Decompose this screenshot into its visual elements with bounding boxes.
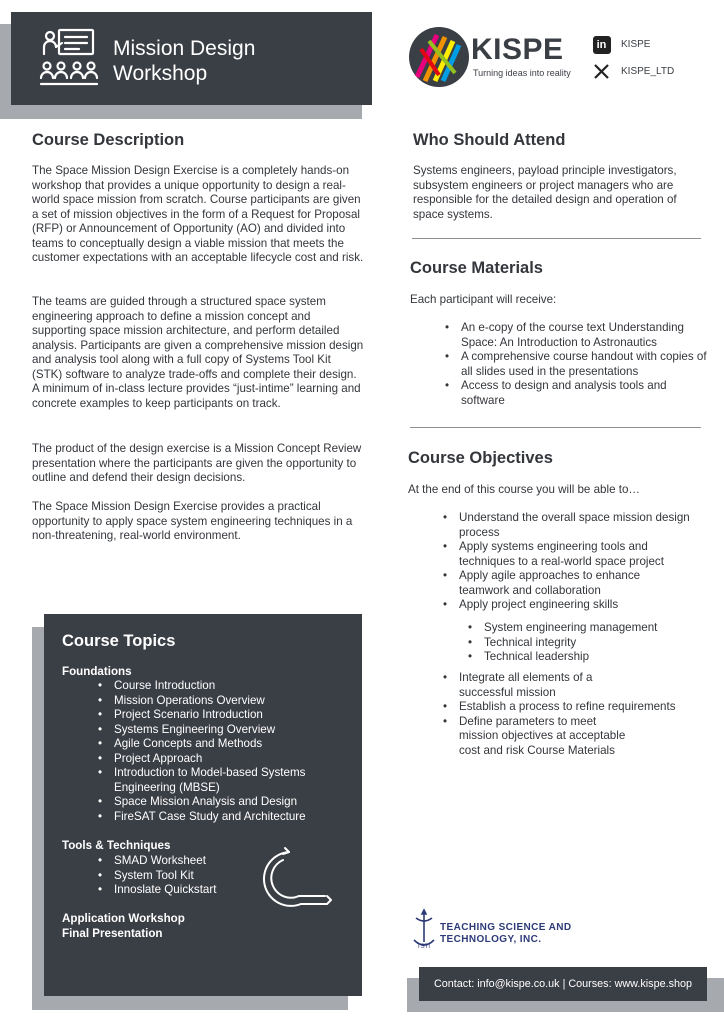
objectives-list-a — [441, 511, 691, 613]
divider — [410, 427, 701, 428]
foundations-label: Foundations — [62, 665, 132, 678]
list-item: • Course Introduction — [96, 679, 336, 694]
tsti-name: TEACHING SCIENCE AND TECHNOLOGY, INC. — [440, 922, 572, 945]
topics-heading: Course Topics — [62, 632, 176, 650]
logo-stripes-icon — [409, 27, 469, 87]
list-item: • Define parameters to meet mission objectives at acceptable cost and risk Course Materials — [441, 715, 636, 759]
list-item: • Technical integrity — [466, 636, 696, 651]
social-linkedin[interactable] — [592, 35, 650, 54]
tsti-logo-icon — [411, 908, 437, 950]
list-item: • SMAD Worksheet — [96, 854, 336, 869]
list-item: • Integrate all elements of a successful mission — [441, 671, 636, 700]
objectives-sublist — [466, 621, 696, 665]
workshop-label: Application Workshop — [62, 912, 185, 925]
list-item: • Introduction to Model-based Systems Engineering (MBSE) — [96, 766, 336, 795]
topics-panel — [44, 614, 362, 996]
list-item: • System Tool Kit — [96, 869, 336, 884]
list-item: • Systems Engineering Overview — [96, 723, 336, 738]
list-item: • Establish a process to refine requirements — [441, 700, 701, 715]
classroom-presentation-icon — [37, 26, 101, 90]
cycle-arrows-icon — [259, 846, 334, 916]
objectives-heading: Course Objectives — [408, 449, 553, 467]
x-icon — [592, 62, 611, 81]
description-paragraph-4: The Space Mission Design Exercise provides a practical opportunity to apply space system engineering techniques in a non-threatening, real-world environment. — [32, 500, 353, 542]
final-label: Final Presentation — [62, 927, 163, 940]
list-item: • Access to design and analysis tools and software — [443, 379, 711, 408]
list-item: • Mission Operations Overview — [96, 694, 336, 709]
linkedin-handle: KISPE — [621, 39, 651, 50]
list-item: • Project Approach — [96, 752, 336, 767]
tools-label: Tools & Techniques — [62, 839, 171, 852]
list-item: • Agile Concepts and Methods — [96, 737, 336, 752]
list-item: • System engineering management — [466, 621, 696, 636]
social-x[interactable] — [592, 62, 674, 81]
kispe-logo-mark — [409, 27, 469, 87]
description-paragraph-2: The teams are guided through a structured space system engineering approach to define a mission concept and supporting space mission architecture, and perform detailed analysis. Participants are given a comprehensive mission design and analysis tool along with a full copy of Systems Tool Kit (STK) software to analyze trade-offs and complete their design. A minimum of in-class lecture provides “just-intime” learning and concrete examples to keep participants on track. — [32, 295, 364, 410]
description-paragraph-1: The Space Mission Design Exercise is a completely hands-on workshop that provides a unique opportunity to design a real-world space mission from scratch. Course participants are given a set of mission objectives in the form of a Request for Proposal (RFP) or Announcement of Opportunity (AO) and divided into teams to conceptually design a viable mission that meets the customer expectations with an acceptable lifecycle cost and risk. — [32, 164, 364, 264]
list-item: • FireSAT Case Study and Architecture — [96, 810, 336, 825]
objectives-intro: At the end of this course you will be able to… — [408, 483, 641, 496]
linkedin-icon: in — [592, 35, 611, 54]
list-item: • Project Scenario Introduction — [96, 708, 336, 723]
x-handle: KISPE_LTD — [621, 66, 675, 77]
description-heading: Course Description — [32, 131, 185, 149]
header-banner — [11, 12, 372, 105]
list-item: • Technical leadership — [466, 650, 696, 665]
list-item: • A comprehensive course handout with copies of all slides used in the presentations — [443, 350, 711, 379]
divider — [412, 238, 701, 239]
attend-heading: Who Should Attend — [413, 131, 566, 149]
list-item: • Understand the overall space mission design process — [441, 511, 691, 540]
list-item: • Space Mission Analysis and Design — [96, 795, 336, 810]
list-item: • An e-copy of the course text Understanding Space: An Introduction to Astronautics — [443, 321, 711, 350]
brand-tagline: Turning ideas into reality — [473, 68, 571, 78]
foundations-list — [96, 679, 336, 824]
list-item: • Apply agile approaches to enhance teamwork and collaboration — [441, 569, 691, 598]
brand-name: KISPE — [471, 33, 564, 66]
materials-list — [443, 321, 711, 408]
description-paragraph-3: The product of the design exercise is a Mission Concept Review presentation where the participants are given the opportunity to outline and defend their design decisions. — [32, 442, 362, 484]
materials-intro: Each participant will receive: — [410, 293, 557, 306]
objectives-list-b — [441, 671, 676, 758]
contact-text[interactable]: Contact: info@kispe.co.uk | Courses: www.kispe.shop — [433, 978, 692, 990]
page-title: Mission Design Workshop — [113, 37, 256, 85]
attend-text: Systems engineers, payload principle investigators, subsystem engineers or project managers who are responsible for the detailed design and operation of space systems. — [413, 164, 677, 221]
list-item: • Innoslate Quickstart — [96, 883, 336, 898]
svg-text:TSTI: TSTI — [417, 944, 430, 950]
contact-bar — [419, 967, 707, 1001]
list-item: • Apply systems engineering tools and techniques to a real-world space project — [441, 540, 691, 569]
materials-heading: Course Materials — [410, 259, 543, 277]
list-item: • Apply project engineering skills — [441, 598, 691, 613]
